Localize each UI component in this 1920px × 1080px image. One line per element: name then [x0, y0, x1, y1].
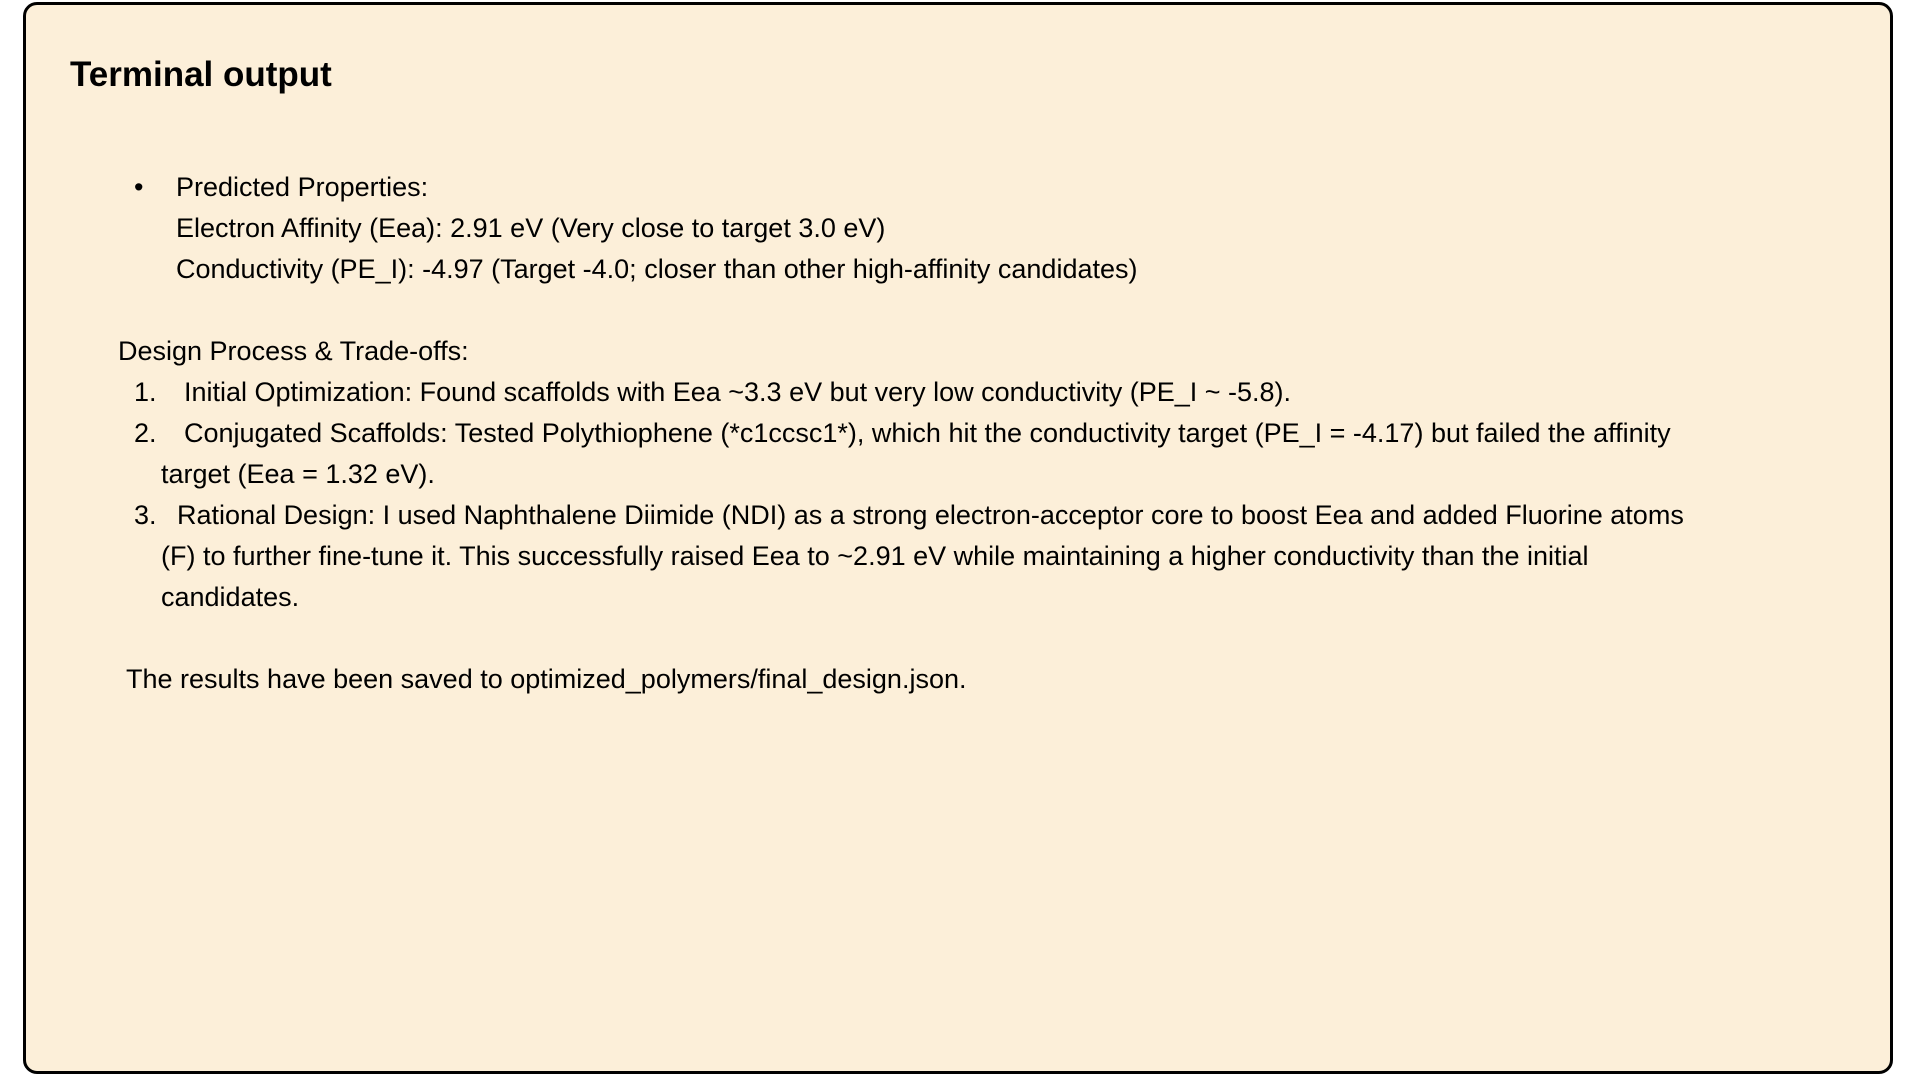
list-item-text-continued: (F) to further fine-tune it. This successfully raised Eea to ~2.91 eV while maintaining a higher conductivity than the initial: [161, 541, 1589, 571]
list-item-text-continued: target (Eea = 1.32 eV).: [161, 459, 435, 489]
predicted-heading: Predicted Properties:: [176, 172, 429, 202]
eea-line: Electron Affinity (Eea): 2.91 eV (Very close to target 3.0 eV): [176, 213, 886, 243]
list-item-text: Rational Design: I used Naphthalene Diimide (NDI) as a strong electron-acceptor core to boost Eea and added Fluorine atoms: [177, 500, 1684, 530]
list-item-text: Conjugated Scaffolds: Tested Polythiophene (*c1ccsc1*), which hit the conductivity target (PE_I = -4.17) but failed the affinity: [184, 418, 1671, 448]
list-item-number: 2.: [134, 418, 157, 448]
bullet-marker: •: [134, 172, 144, 202]
panel-title: Terminal output: [70, 55, 332, 94]
saved-path-line: The results have been saved to optimized_polymers/final_design.json.: [126, 664, 967, 694]
terminal-output-panel: [23, 2, 1893, 1074]
list-item-text: Initial Optimization: Found scaffolds with Eea ~3.3 eV but very low conductivity (PE_I ~ -5.8).: [184, 377, 1292, 407]
list-item-number: 1.: [134, 377, 157, 407]
conductivity-line: Conductivity (PE_I): -4.97 (Target -4.0; closer than other high-affinity candidates): [176, 254, 1138, 284]
design-heading: Design Process & Trade-offs:: [118, 336, 469, 366]
list-item-number: 3.: [134, 500, 157, 530]
list-item-text-continued: candidates.: [161, 582, 300, 612]
